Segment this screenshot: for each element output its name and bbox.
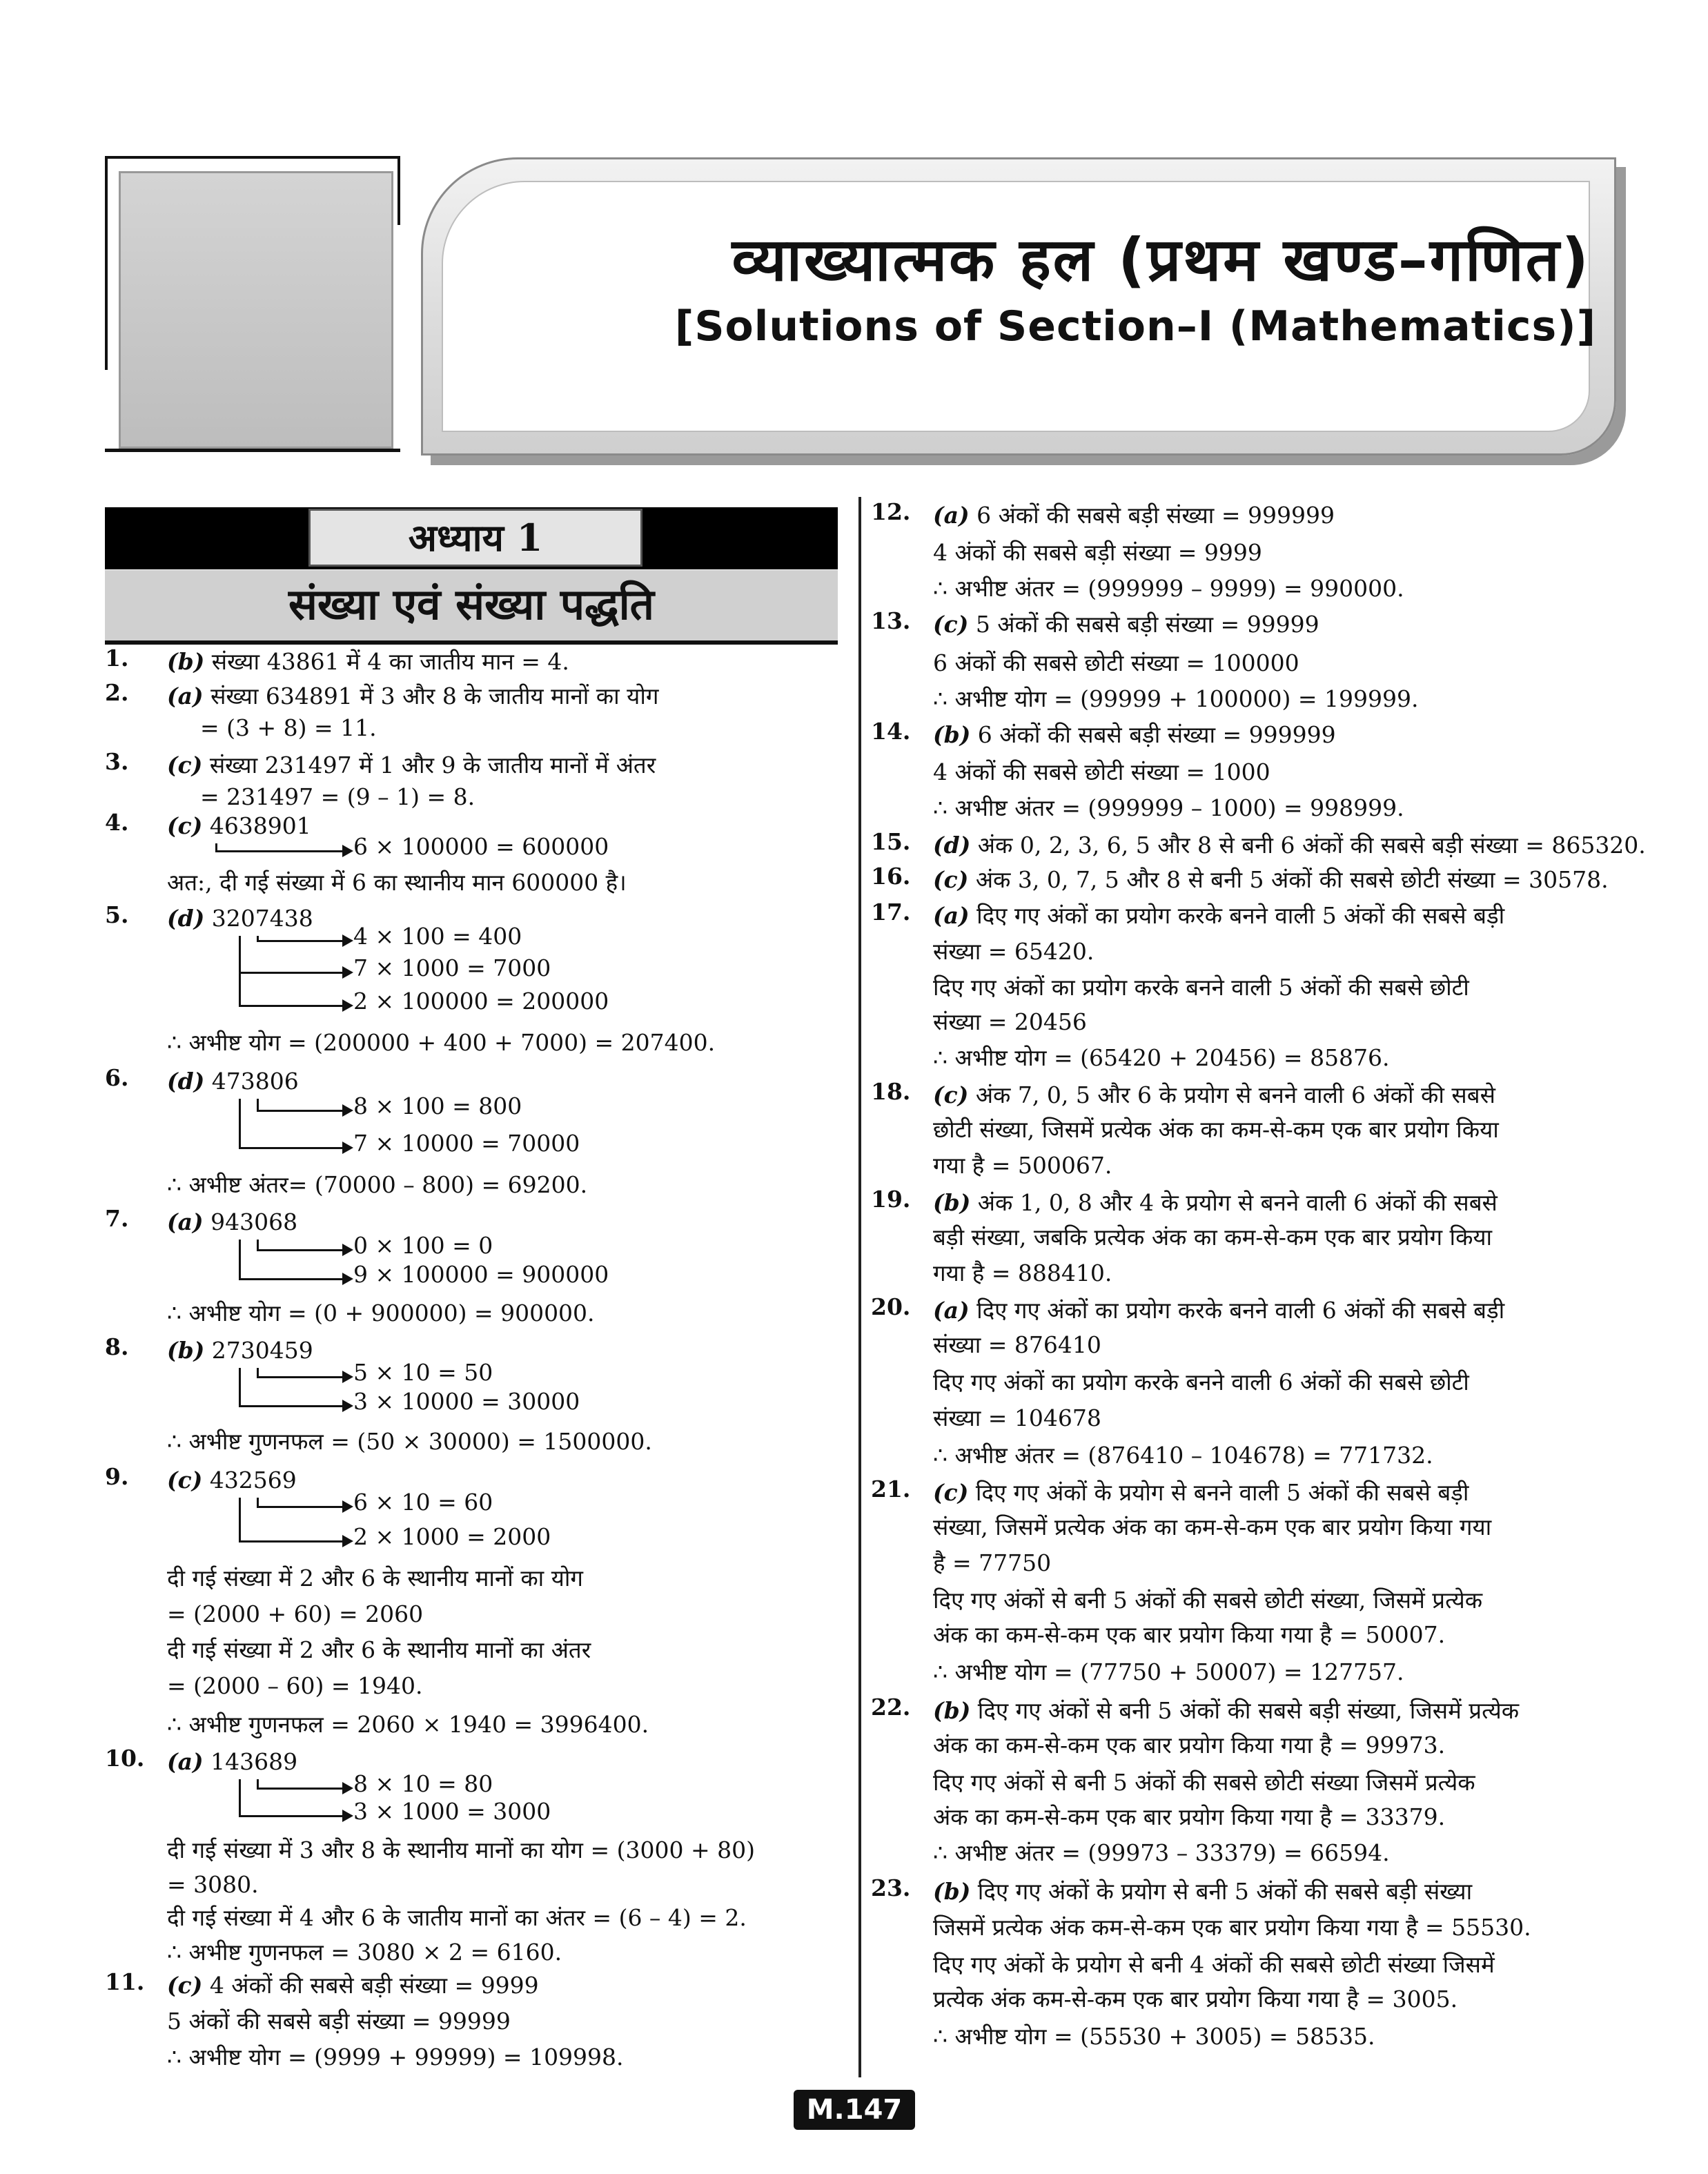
left-item-line: 3 × 1000 = 3000 xyxy=(353,1798,551,1825)
answer-option: (c) xyxy=(933,1479,969,1506)
left-tree-line xyxy=(239,936,241,1005)
answer-option: (a) xyxy=(933,902,970,929)
right-item-line: दिए गए अंकों से बनी 5 अंकों की सबसे छोटी संख्या जिसमें प्रत्येक xyxy=(933,1769,1475,1796)
left-item-number: 6. xyxy=(105,1064,129,1091)
answer-option: (c) xyxy=(167,812,203,839)
right-item-line: 6 अंकों की सबसे छोटी संख्या = 100000 xyxy=(933,649,1299,676)
right-item-line: 4 अंकों की सबसे बड़ी संख्या = 9999 xyxy=(933,539,1262,566)
left-item-line: 5 अंकों की सबसे बड़ी संख्या = 99999 xyxy=(167,2008,511,2035)
left-item-line: 7 × 1000 = 7000 xyxy=(353,954,551,981)
left-item-line: = 231497 = (9 – 1) = 8. xyxy=(200,783,475,810)
right-item-line: संख्या = 65420. xyxy=(933,938,1095,965)
left-item-line: ∴ अभीष्ट गुणनफल = 3080 × 2 = 6160. xyxy=(167,1939,562,1966)
right-item-line: ∴ अभीष्ट अंतर = (999999 – 1000) = 998999. xyxy=(933,794,1404,821)
left-item-line: (b) संख्या 43861 में 4 का जातीय मान = 4. xyxy=(167,648,569,675)
right-item-line: संख्या = 876410 xyxy=(933,1331,1101,1358)
left-item-line: = 3080. xyxy=(167,1871,259,1898)
left-tree-arrow xyxy=(342,1142,353,1154)
right-item-line: संख्या, जिसमें प्रत्येक अंक का कम-से-कम एक बार प्रयोग किया गया xyxy=(933,1514,1492,1540)
left-tree-arrow xyxy=(342,1273,353,1285)
right-item-line: ∴ अभीष्ट अंतर = (876410 – 104678) = 771732. xyxy=(933,1442,1433,1469)
left-item-line: (b) 2730459 xyxy=(167,1337,313,1364)
left-item-line: 9 × 100000 = 900000 xyxy=(353,1261,609,1288)
left-item-line: अत:, दी गई संख्या में 6 का स्थानीय मान 600000 है। xyxy=(167,869,627,896)
left-item-line: (c) 4638901 xyxy=(167,812,311,839)
left-item-number: 1. xyxy=(105,645,129,672)
answer-option: (b) xyxy=(933,1878,971,1905)
right-item-line: ∴ अभीष्ट योग = (77750 + 50007) = 127757. xyxy=(933,1658,1404,1685)
right-item-line: (c) अंक 7, 0, 5 और 6 के प्रयोग से बनने वाली 6 अंकों की सबसे xyxy=(933,1081,1495,1108)
left-item-line: 3 × 10000 = 30000 xyxy=(353,1388,580,1415)
right-item-number: 18. xyxy=(871,1078,911,1105)
right-item-line: (b) 6 अंकों की सबसे बड़ी संख्या = 999999 xyxy=(933,721,1336,748)
left-tree-line xyxy=(215,843,217,850)
left-tree-arrow xyxy=(342,934,353,947)
left-item-line: 4 × 100 = 400 xyxy=(353,923,522,950)
left-item-line: 6 × 100000 = 600000 xyxy=(353,833,609,860)
left-item-line: = (3 + 8) = 11. xyxy=(200,714,377,741)
left-tree-line xyxy=(257,940,342,942)
left-tree-line xyxy=(257,1110,342,1112)
right-item-number: 19. xyxy=(871,1186,911,1213)
left-tree-line xyxy=(239,1815,342,1817)
header-gray-box xyxy=(119,171,393,449)
right-item-line: (c) दिए गए अंकों के प्रयोग से बनने वाली 5 अंकों की सबसे बड़ी xyxy=(933,1479,1469,1506)
left-item-line: ∴ अभीष्ट गुणनफल = (50 × 30000) = 1500000. xyxy=(167,1428,652,1455)
page-number: M.147 xyxy=(794,2090,915,2130)
left-tree-line xyxy=(257,1249,342,1251)
right-item-line: (c) अंक 3, 0, 7, 5 और 8 से बनी 5 अंकों की सबसे छोटी संख्या = 30578. xyxy=(933,866,1609,893)
answer-option: (a) xyxy=(933,1297,970,1324)
header-frame-bottom xyxy=(105,449,400,452)
chapter-title: संख्या एवं संख्या पद्धति xyxy=(105,570,838,645)
left-tree-arrow xyxy=(342,1371,353,1383)
right-item-line: ∴ अभीष्ट योग = (99999 + 100000) = 199999. xyxy=(933,685,1419,712)
answer-option: (c) xyxy=(167,1972,203,1999)
left-item-line: (c) 432569 xyxy=(167,1467,297,1494)
left-tree-line xyxy=(215,850,342,852)
left-tree-arrow xyxy=(342,1535,353,1547)
header-frame-left xyxy=(105,156,108,370)
left-item-line: दी गई संख्या में 4 और 6 के जातीय मानों का अंतर = (6 – 4) = 2. xyxy=(167,1904,747,1931)
left-tree-arrow xyxy=(342,966,353,979)
right-item-line: छोटी संख्या, जिसमें प्रत्येक अंक का कम-से-कम एक बार प्रयोग किया xyxy=(933,1116,1499,1143)
left-item-line: (a) 943068 xyxy=(167,1208,298,1235)
answer-option: (c) xyxy=(167,752,203,778)
right-item-line: दिए गए अंकों का प्रयोग करके बनने वाली 5 अंकों की सबसे छोटी xyxy=(933,974,1469,1001)
left-item-line: ∴ अभीष्ट अंतर= (70000 – 800) = 69200. xyxy=(167,1171,588,1198)
column-divider xyxy=(858,497,861,2077)
left-item-line: 5 × 10 = 50 xyxy=(353,1359,493,1386)
right-item-line: जिसमें प्रत्येक अंक कम-से-कम एक बार प्रयोग किया गया है = 55530. xyxy=(933,1914,1531,1941)
answer-option: (c) xyxy=(933,1081,969,1108)
left-tree-line xyxy=(257,1498,259,1506)
left-tree-line xyxy=(239,1240,241,1278)
left-tree-line xyxy=(239,1278,342,1280)
left-tree-arrow xyxy=(342,845,353,857)
left-tree-arrow xyxy=(342,999,353,1012)
left-tree-arrow xyxy=(342,1500,353,1513)
right-item-line: अंक का कम-से-कम एक बार प्रयोग किया गया है = 99973. xyxy=(933,1732,1446,1759)
left-tree-line xyxy=(239,1147,342,1149)
right-item-line: अंक का कम-से-कम एक बार प्रयोग किया गया है = 50007. xyxy=(933,1621,1446,1648)
left-tree-line xyxy=(257,1368,259,1376)
left-item-line: (d) 473806 xyxy=(167,1068,299,1095)
right-item-number: 21. xyxy=(871,1476,911,1502)
left-tree-line xyxy=(239,1005,342,1007)
left-tree-line xyxy=(257,1240,259,1249)
answer-option: (b) xyxy=(933,721,971,748)
right-item-number: 13. xyxy=(871,607,911,634)
left-item-line: ∴ अभीष्ट गुणनफल = 2060 × 1940 = 3996400. xyxy=(167,1711,649,1738)
right-item-line: (b) दिए गए अंकों के प्रयोग से बनी 5 अंकों की सबसे बड़ी संख्या xyxy=(933,1878,1473,1905)
page-title-english: [Solutions of Section–I (Mathematics)] xyxy=(674,302,1596,351)
left-item-line: दी गई संख्या में 2 और 6 के स्थानीय मानों का अंतर xyxy=(167,1636,591,1663)
left-tree-line xyxy=(239,1498,241,1540)
header-frame-right xyxy=(397,156,400,225)
left-tree-line xyxy=(257,1099,259,1110)
right-item-line: दिए गए अंकों से बनी 5 अंकों की सबसे छोटी संख्या, जिसमें प्रत्येक xyxy=(933,1587,1483,1614)
answer-option: (c) xyxy=(933,611,969,638)
right-item-line: (a) दिए गए अंकों का प्रयोग करके बनने वाली 5 अंकों की सबसे बड़ी xyxy=(933,902,1505,929)
page-title-hindi: व्याख्यात्मक हल (प्रथम खण्ड–गणित) xyxy=(732,226,1591,295)
left-item-number: 5. xyxy=(105,901,129,928)
left-item-line: = (2000 – 60) = 1940. xyxy=(167,1672,423,1699)
left-tree-arrow xyxy=(342,1400,353,1412)
right-item-line: अंक का कम-से-कम एक बार प्रयोग किया गया है = 33379. xyxy=(933,1803,1446,1830)
left-item-line: 2 × 100000 = 200000 xyxy=(353,988,609,1015)
right-item-number: 15. xyxy=(871,828,911,855)
answer-option: (a) xyxy=(167,1748,204,1775)
answer-option: (d) xyxy=(167,905,205,932)
left-item-line: (d) 3207438 xyxy=(167,905,313,932)
right-item-line: (c) 5 अंकों की सबसे बड़ी संख्या = 99999 xyxy=(933,611,1319,638)
left-tree-line xyxy=(239,1099,241,1147)
answer-option: (b) xyxy=(167,1337,205,1364)
answer-option: (b) xyxy=(933,1189,971,1216)
right-item-line: (d) अंक 0, 2, 3, 6, 5 और 8 से बनी 6 अंकों की सबसे बड़ी संख्या = 865320. xyxy=(933,832,1646,859)
right-item-line: (a) 6 अंकों की सबसे बड़ी संख्या = 999999 xyxy=(933,502,1335,529)
left-tree-line xyxy=(239,972,342,974)
left-tree-line xyxy=(239,1368,241,1405)
right-item-number: 14. xyxy=(871,718,911,745)
left-item-line: (c) 4 अंकों की सबसे बड़ी संख्या = 9999 xyxy=(167,1972,539,1999)
right-item-line: ∴ अभीष्ट योग = (55530 + 3005) = 58535. xyxy=(933,2023,1375,2050)
right-item-line: प्रत्येक अंक कम-से-कम एक बार प्रयोग किया गया है = 3005. xyxy=(933,1986,1458,2013)
right-item-number: 17. xyxy=(871,899,911,926)
right-item-line: गया है = 888410. xyxy=(933,1260,1112,1286)
left-item-number: 9. xyxy=(105,1463,129,1490)
answer-option: (a) xyxy=(167,683,204,709)
right-item-line: संख्या = 20456 xyxy=(933,1008,1087,1035)
left-item-line: दी गई संख्या में 2 और 6 के स्थानीय मानों का योग xyxy=(167,1565,583,1592)
right-item-line: (a) दिए गए अंकों का प्रयोग करके बनने वाली 6 अंकों की सबसे बड़ी xyxy=(933,1297,1505,1324)
right-item-number: 20. xyxy=(871,1293,911,1320)
answer-option: (d) xyxy=(167,1068,205,1095)
left-item-number: 11. xyxy=(105,1968,145,1995)
left-item-line: (a) 143689 xyxy=(167,1748,298,1775)
right-item-number: 16. xyxy=(871,863,911,890)
answer-option: (d) xyxy=(933,832,971,859)
right-item-line: ∴ अभीष्ट अंतर = (999999 – 9999) = 990000. xyxy=(933,575,1404,602)
left-item-number: 3. xyxy=(105,748,129,775)
left-item-line: ∴ अभीष्ट योग = (9999 + 99999) = 109998. xyxy=(167,2044,624,2070)
left-item-number: 2. xyxy=(105,679,129,706)
header-frame-top xyxy=(105,156,400,159)
left-tree-arrow xyxy=(342,1782,353,1794)
right-item-line: ∴ अभीष्ट योग = (65420 + 20456) = 85876. xyxy=(933,1044,1390,1071)
left-tree-line xyxy=(257,1779,259,1788)
answer-option: (a) xyxy=(167,1208,204,1235)
left-item-line: ∴ अभीष्ट योग = (200000 + 400 + 7000) = 207400. xyxy=(167,1029,716,1056)
right-item-line: (b) दिए गए अंकों से बनी 5 अंकों की सबसे बड़ी संख्या, जिसमें प्रत्येक xyxy=(933,1697,1520,1724)
left-item-line: ∴ अभीष्ट योग = (0 + 900000) = 900000. xyxy=(167,1300,595,1326)
left-item-number: 4. xyxy=(105,809,129,836)
right-item-line: 4 अंकों की सबसे छोटी संख्या = 1000 xyxy=(933,758,1270,785)
right-item-line: है = 77750 xyxy=(933,1549,1052,1576)
right-item-number: 23. xyxy=(871,1874,911,1901)
left-item-line: (c) संख्या 231497 में 1 और 9 के जातीय मानों में अंतर xyxy=(167,752,656,778)
answer-option: (a) xyxy=(933,502,970,529)
left-item-number: 7. xyxy=(105,1205,129,1232)
left-item-line: 6 × 10 = 60 xyxy=(353,1489,493,1516)
left-item-line: 8 × 10 = 80 xyxy=(353,1770,493,1797)
right-item-line: दिए गए अंकों के प्रयोग से बनी 4 अंकों की सबसे छोटी संख्या जिसमें xyxy=(933,1951,1495,1978)
right-item-line: बड़ी संख्या, जबकि प्रत्येक अंक का कम-से-कम एक बार प्रयोग किया xyxy=(933,1224,1493,1251)
answer-option: (b) xyxy=(933,1697,971,1724)
left-item-number: 10. xyxy=(105,1745,145,1772)
chapter-label: अध्याय 1 xyxy=(308,509,642,567)
left-item-line: = (2000 + 60) = 2060 xyxy=(167,1600,424,1627)
left-item-line: 8 × 100 = 800 xyxy=(353,1093,522,1119)
left-item-line: दी गई संख्या में 3 और 8 के स्थानीय मानों का योग = (3000 + 80) xyxy=(167,1837,755,1863)
left-tree-line xyxy=(257,1788,342,1790)
left-item-line: 2 × 1000 = 2000 xyxy=(353,1523,551,1550)
left-tree-arrow xyxy=(342,1810,353,1822)
left-item-line: 0 × 100 = 0 xyxy=(353,1232,493,1259)
left-item-number: 8. xyxy=(105,1333,129,1360)
answer-option: (c) xyxy=(933,866,969,893)
left-tree-line xyxy=(239,1779,241,1815)
left-item-line: 7 × 10000 = 70000 xyxy=(353,1130,580,1157)
right-item-line: (b) अंक 1, 0, 8 और 4 के प्रयोग से बनने वाली 6 अंकों की सबसे xyxy=(933,1189,1498,1216)
right-item-line: गया है = 500067. xyxy=(933,1152,1112,1179)
right-item-line: ∴ अभीष्ट अंतर = (99973 – 33379) = 66594. xyxy=(933,1839,1390,1866)
left-tree-line xyxy=(257,1506,342,1508)
left-tree-arrow xyxy=(342,1104,353,1117)
left-tree-line xyxy=(239,1405,342,1407)
left-item-line: (a) संख्या 634891 में 3 और 8 के जातीय मानों का योग xyxy=(167,683,659,709)
left-tree-line xyxy=(257,1376,342,1378)
right-item-line: दिए गए अंकों का प्रयोग करके बनने वाली 6 अंकों की सबसे छोटी xyxy=(933,1369,1469,1396)
right-item-number: 12. xyxy=(871,498,911,525)
left-tree-line xyxy=(239,1540,342,1543)
right-item-line: संख्या = 104678 xyxy=(933,1404,1101,1431)
answer-option: (b) xyxy=(167,648,205,675)
left-tree-arrow xyxy=(342,1244,353,1256)
right-item-number: 22. xyxy=(871,1694,911,1721)
answer-option: (c) xyxy=(167,1467,203,1494)
